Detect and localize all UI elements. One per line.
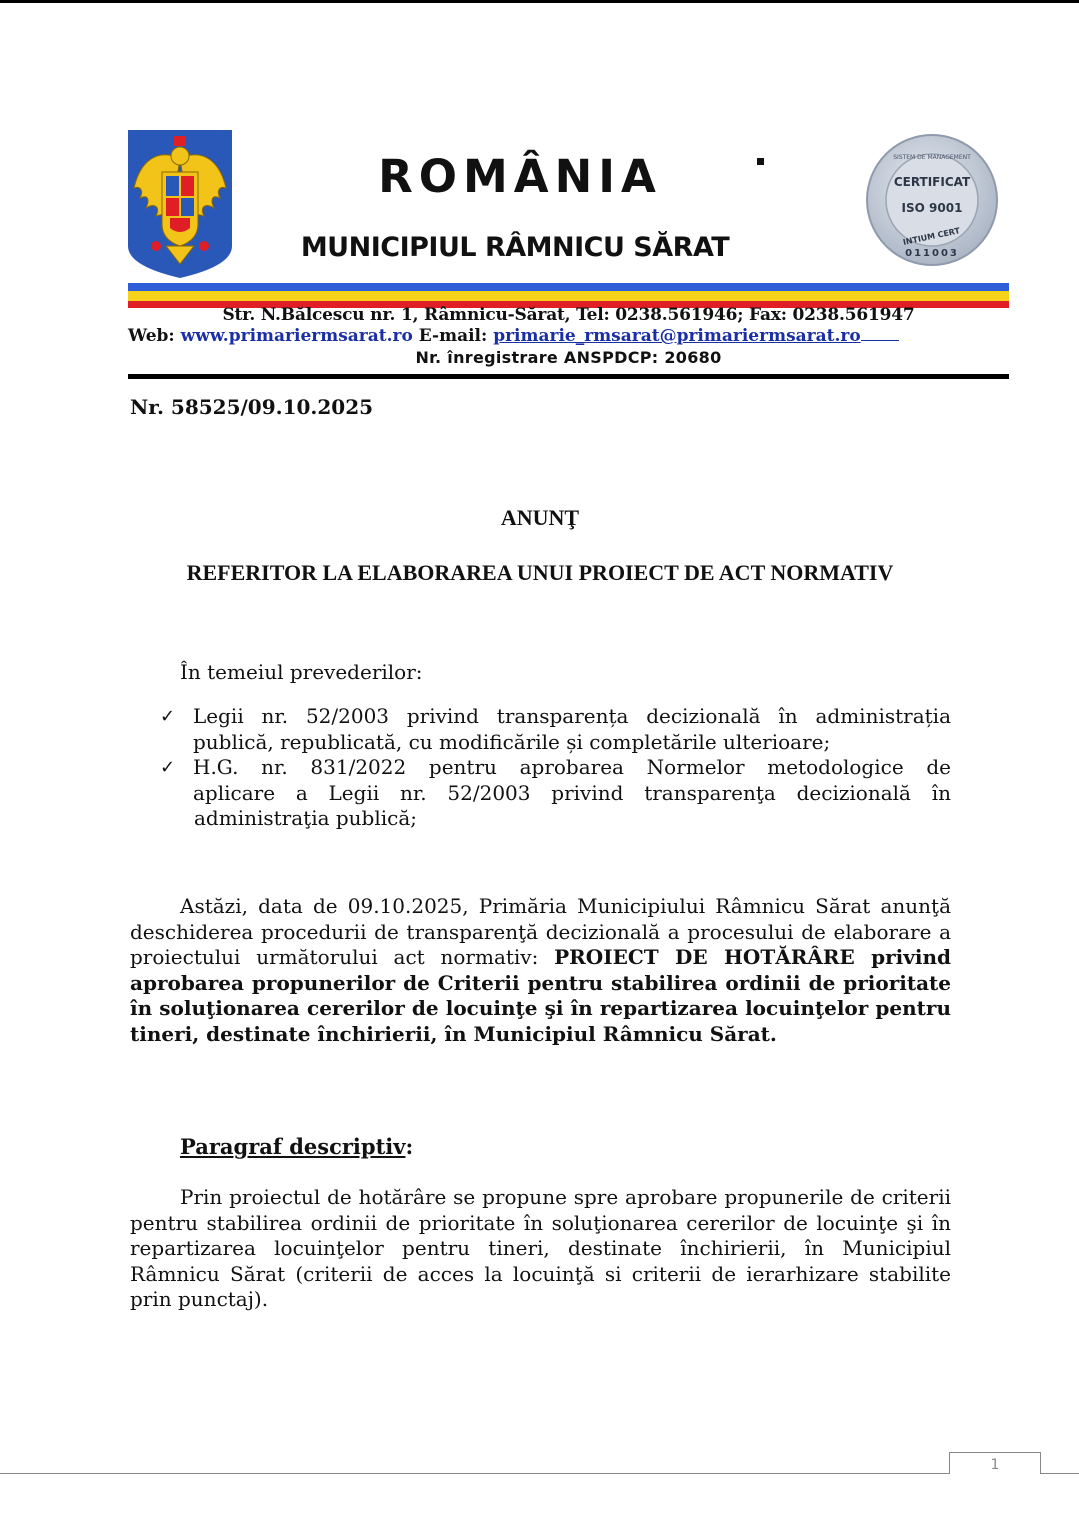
email-link[interactable]: primarie_rmsarat@primariermsarat.ro (493, 326, 861, 346)
seal-standard: ISO 9001 (901, 201, 963, 215)
draft-decision-title: PROIECT DE HOTĂRÂRE privind aprobarea propunerilor de Criterii pentru stabilirea ordinii de prioritate în soluţionarea cererilor de locuinţe şi în repartizarea locuinţelor pentru tineri, destinate închirierii, în Municipiul Râmnicu Sărat. (130, 945, 951, 1046)
section-heading (180, 1134, 413, 1159)
tricolor-band-blue (128, 283, 1009, 291)
anspdcp-registration: Nr. înregistrare ANSPDCP: 20680 (415, 348, 722, 367)
announcement-paragraph (130, 894, 951, 1047)
top-border (0, 0, 1079, 3)
document-title: ANUNŢ (500, 505, 580, 530)
intro-text: În temeiul prevederilor: (180, 660, 423, 684)
decorative-dot (757, 158, 764, 165)
tricolor-band-yellow (128, 291, 1009, 301)
iso-certificate-seal-icon (863, 133, 1001, 267)
email-label: E-mail: (412, 326, 494, 346)
section-heading-suffix: : (405, 1134, 414, 1159)
footer-rule (0, 1473, 950, 1474)
seal-number: 011003 (905, 248, 959, 259)
list-item-rest: aplicare a Legii nr. 52/2003 privind transparenţa decizională în administraţia publică; (193, 780, 951, 830)
seal-center-label: CERTIFICAT (893, 175, 971, 189)
contact-line (128, 326, 1009, 346)
seal-small-label: SISTEM DE MANAGEMENT (893, 154, 971, 161)
list-item-rest: publică, republicată, cu modificările și completările ulterioare; (193, 729, 831, 754)
check-icon: ✓ (160, 757, 176, 778)
legal-basis-list (130, 704, 951, 832)
country-title: ROMÂNIA (378, 150, 662, 203)
list-item (130, 755, 951, 832)
check-icon: ✓ (160, 706, 176, 727)
footer-rule-right (1040, 1473, 1079, 1474)
header-bottom-rule (128, 374, 1009, 379)
list-item (130, 704, 951, 755)
page-number: 1 (990, 1457, 1000, 1473)
announcement-text: Astăzi, data de 09.10.2025, Primăria Municipiului Râmnicu Sărat anunţă deschiderea procedurii de transparenţă decizională a procesului de elaborare a proiectului următorului act normativ: (130, 894, 951, 969)
description-paragraph: Prin proiectul de hotărâre se propune spre aprobare propunerile de criterii pentru stabilirea ordinii de prioritate în soluţionarea cererilor de locuinţe şi în repartizarea locuinţelor pentru tineri, destinate închirierii, în Municipiul Râmnicu Sărat (criterii de acces la locuinţă si criterii de ierarhizare stabilite prin punctaj). (130, 1185, 951, 1311)
email-underline-trail (861, 329, 899, 341)
municipality-title: MUNICIPIUL RÂMNICU SĂRAT (300, 232, 730, 263)
address-line: Str. N.Bălcescu nr. 1, Râmnicu-Sărat, Tel: 0238.561946; Fax: 0238.561947 (222, 305, 915, 325)
section-heading-text: Paragraf descriptiv (180, 1134, 406, 1159)
web-link[interactable]: www.primariermsarat.ro (180, 326, 413, 346)
document-subtitle: REFERITOR LA ELABORAREA UNUI PROIECT DE ACT NORMATIV (186, 560, 894, 585)
web-label: Web: (128, 326, 181, 346)
seal-brand: INTIUM CERT (902, 226, 961, 247)
list-item-first-line: Legii nr. 52/2003 privind transparența decizională în administrația (193, 704, 951, 728)
list-item-first-line: H.G. nr. 831/2022 pentru aprobarea Normelor metodologice de (193, 755, 951, 779)
coat-of-arms-icon (126, 128, 234, 280)
registration-number: Nr. 58525/09.10.2025 (130, 395, 374, 419)
